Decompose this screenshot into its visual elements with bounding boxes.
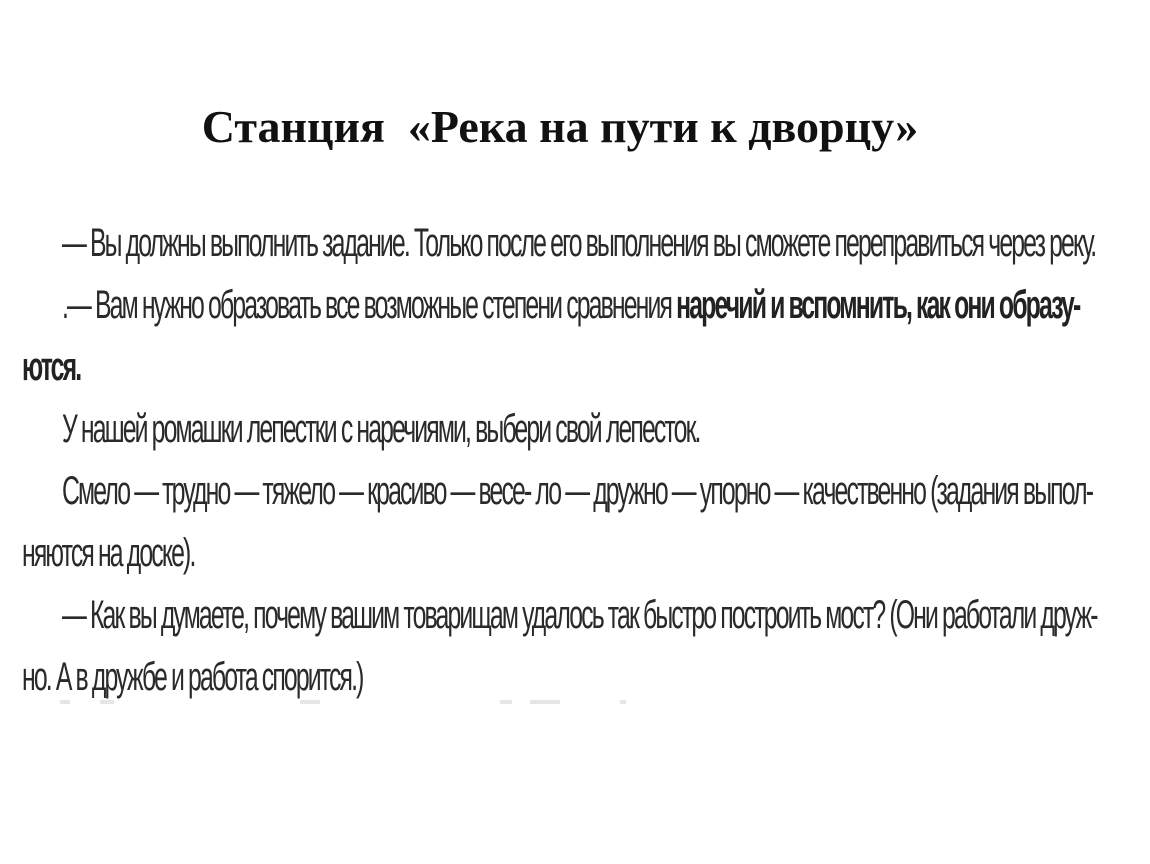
paragraph-instructions bbox=[62, 282, 1079, 328]
paragraph-adverbs-continued: няются на доске). bbox=[22, 531, 195, 575]
instructions-bold-text: наречий и вспомнить, как они образу- bbox=[676, 283, 1080, 327]
paragraph-daisy: У нашей ромашки лепестки с наречиями, выбери свой лепесток. bbox=[62, 407, 700, 451]
paragraph-question-continued: но. А в дружбе и работа спорится.) bbox=[22, 655, 363, 699]
paragraph-instructions-continued: ются. bbox=[22, 345, 81, 389]
paragraph-adverbs-list: Смело — трудно — тяжело — красиво — весе- ло — дружно — упорно — качественно (задания выпол- bbox=[62, 469, 1093, 513]
paragraph-question: — Как вы думаете, почему вашим товарищам удалось так быстро построить мост? (Они работали друж- bbox=[62, 593, 1097, 637]
paragraph-task-intro: — Вы должны выполнить задание. Только после его выполнения вы сможете переправиться через реку. bbox=[62, 221, 1096, 265]
cropped-text-remnant bbox=[60, 700, 630, 706]
slide-title: Станция «Река на пути к дворцу» bbox=[201, 101, 919, 152]
instructions-text: .— Вам нужно образовать все возможные степени сравнения bbox=[62, 283, 677, 327]
